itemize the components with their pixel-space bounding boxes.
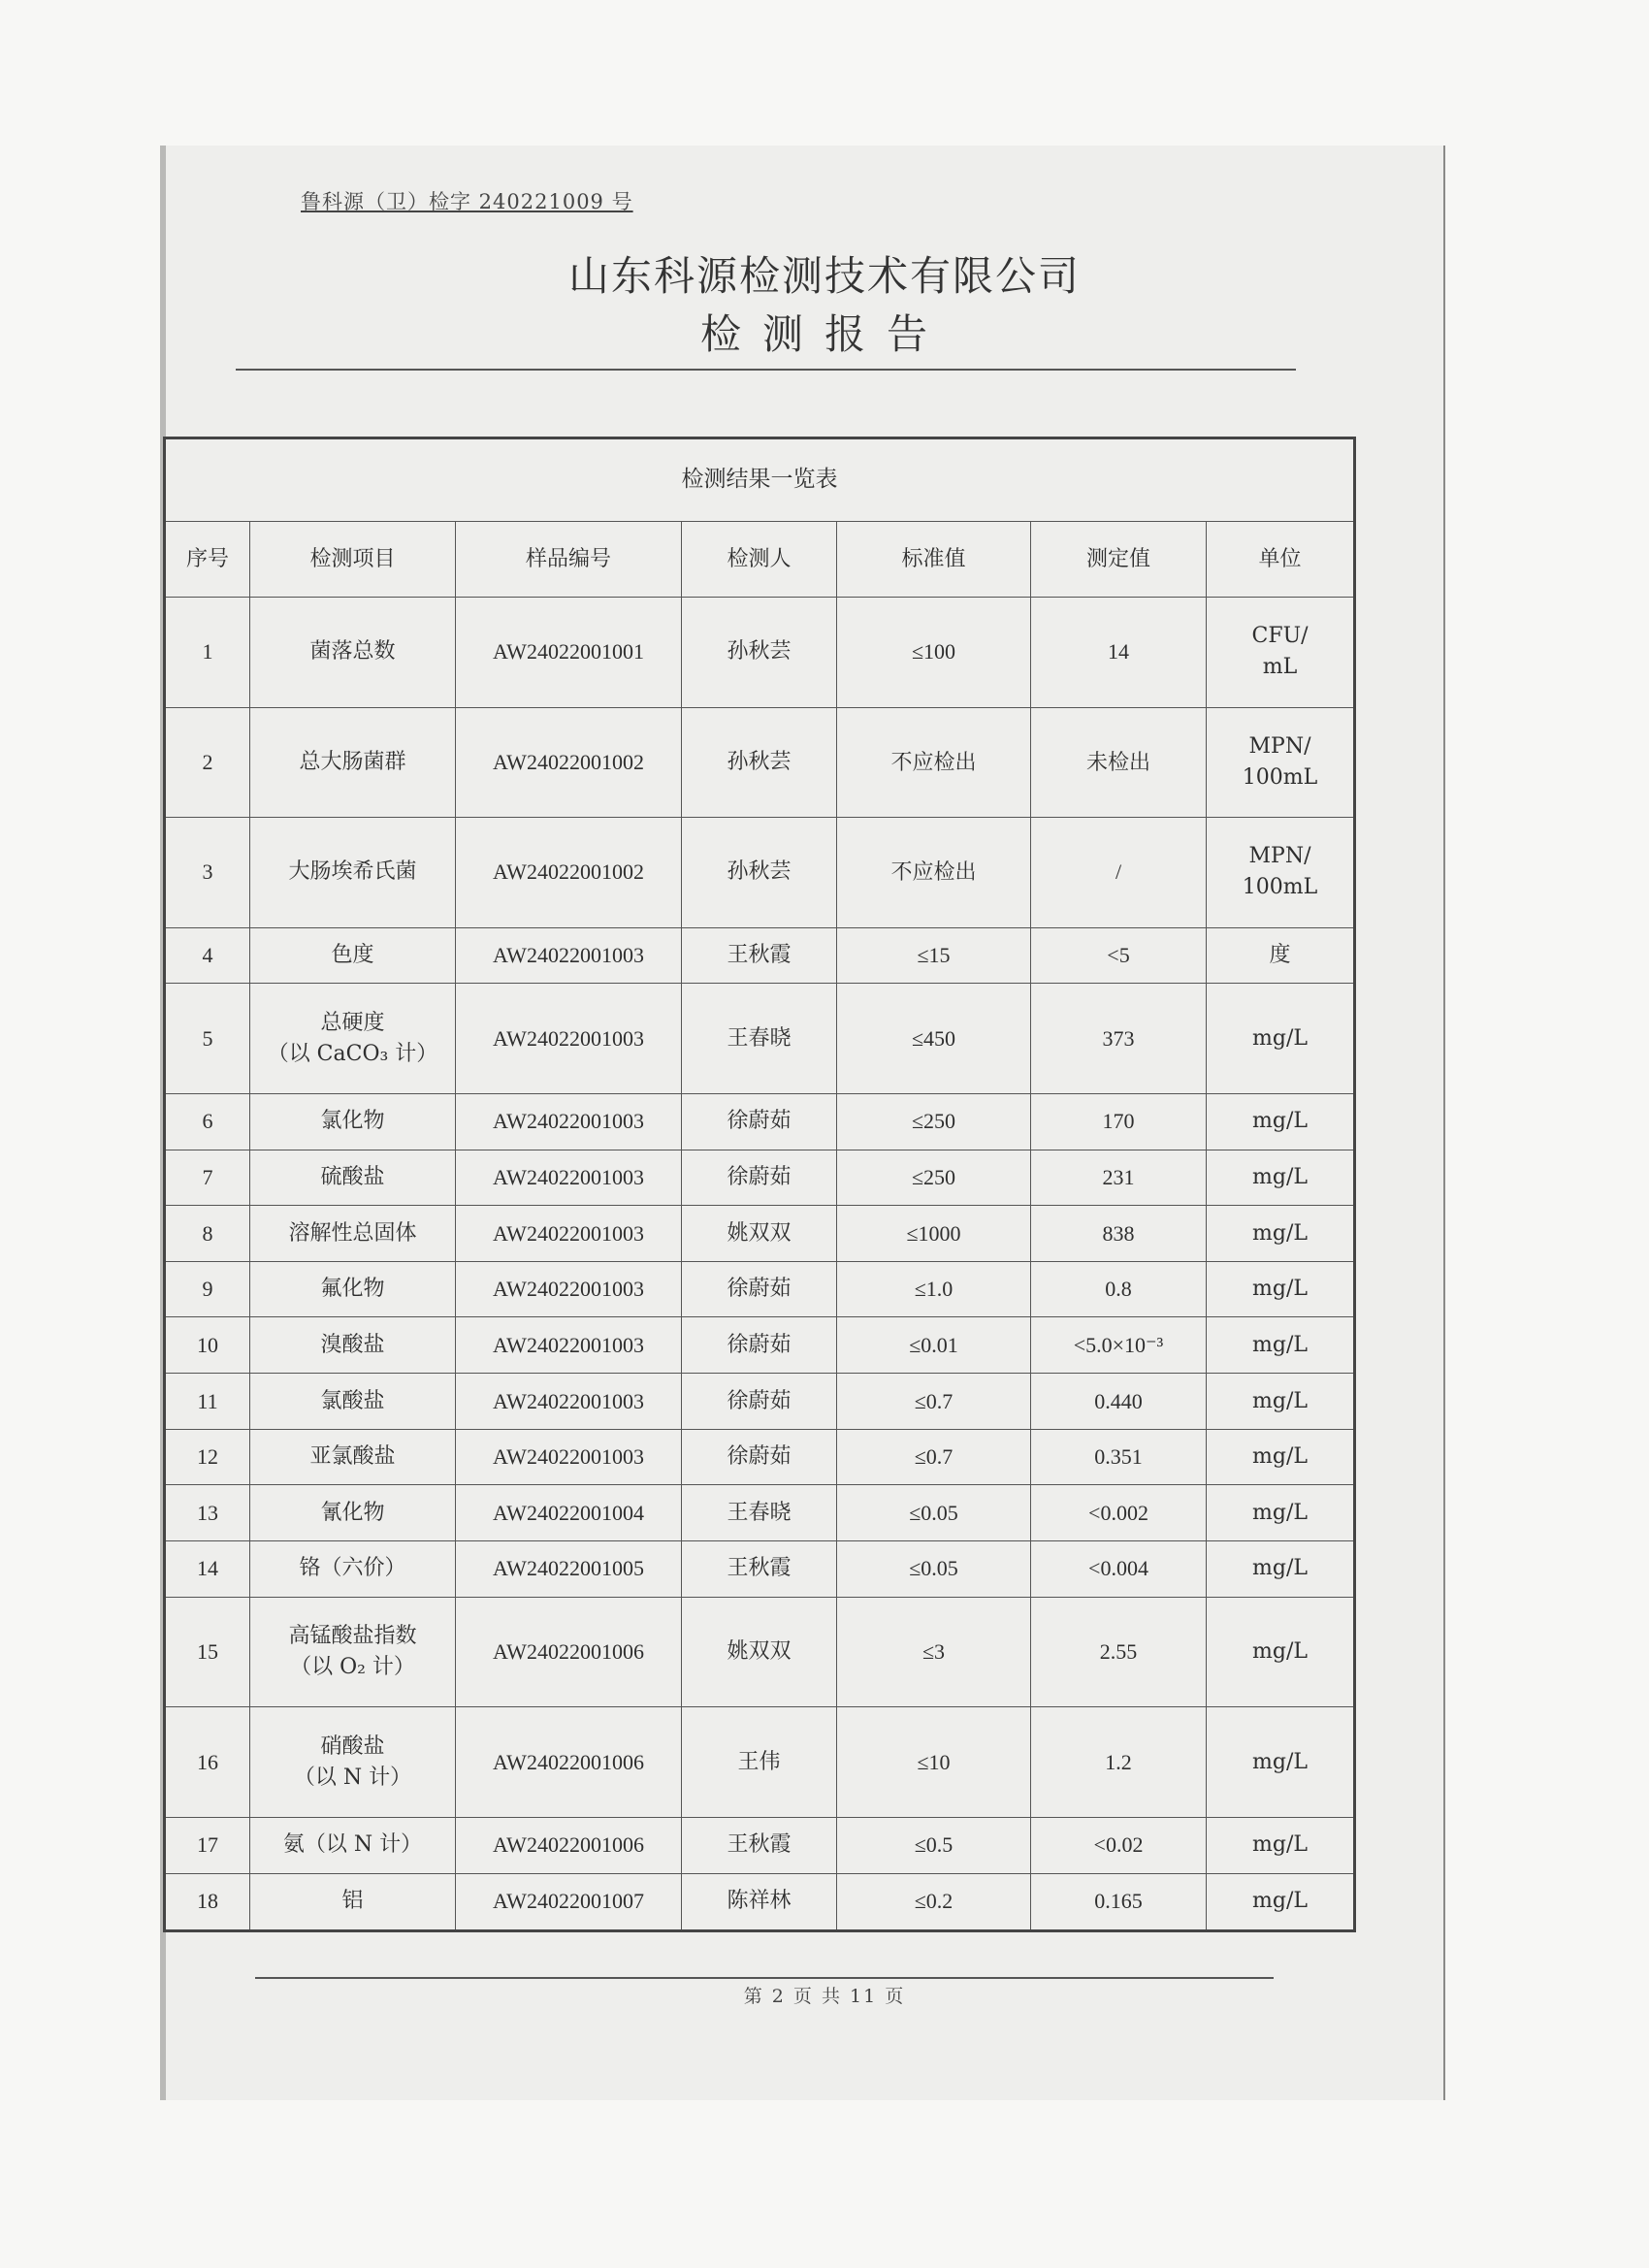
tester-text: 徐蔚茹 (727, 1164, 792, 1189)
test-item-text: 大肠埃希氏菌 (288, 859, 417, 885)
measured-value (1031, 1485, 1207, 1541)
unit-text: mg/L (1252, 1556, 1309, 1581)
sample-id (456, 1541, 682, 1598)
test-item (250, 1873, 456, 1931)
test-item (250, 984, 456, 1094)
standard-value (837, 818, 1031, 928)
measured-value-text: 1.2 (1105, 1749, 1132, 1774)
test-item-text: 铬（六价） (299, 1556, 406, 1581)
tester (682, 818, 837, 928)
tester-text: 徐蔚茹 (727, 1388, 792, 1413)
sample-id-text: AW24022001002 (493, 859, 644, 885)
measured-value (1031, 707, 1207, 818)
standard-value-text: ≤250 (911, 1109, 956, 1134)
test-item (250, 1429, 456, 1485)
row-number (165, 1317, 250, 1374)
row-number (165, 1597, 250, 1707)
unit (1207, 1597, 1355, 1707)
column-header-measured: 测定值 (1031, 522, 1207, 598)
unit (1207, 818, 1355, 928)
row-number (165, 1206, 250, 1262)
unit-text: mg/L (1252, 1832, 1309, 1858)
table-row (165, 1093, 1355, 1150)
standard-value (837, 1261, 1031, 1317)
measured-value (1031, 1597, 1207, 1707)
row-number (165, 1374, 250, 1430)
measured-value-text: 14 (1108, 639, 1129, 664)
measured-value (1031, 1206, 1207, 1262)
unit-text: CFU/ (1251, 624, 1309, 649)
sample-id-text: AW24022001003 (493, 1109, 644, 1134)
sample-id (456, 1485, 682, 1541)
row-number (165, 1150, 250, 1206)
table-row (165, 598, 1355, 708)
standard-value-text: ≤0.5 (914, 1832, 954, 1858)
standard-value (837, 1707, 1031, 1818)
row-number-text: 1 (202, 639, 213, 664)
tester (682, 1429, 837, 1485)
tester (682, 1707, 837, 1818)
row-number (165, 1485, 250, 1541)
sample-id-text: AW24022001003 (493, 1388, 644, 1413)
measured-value-text: <0.02 (1093, 1832, 1144, 1858)
row-number (165, 1093, 250, 1150)
column-header-unit: 单位 (1207, 522, 1355, 598)
measured-value-text: 0.8 (1105, 1277, 1132, 1302)
test-item (250, 1817, 456, 1873)
standard-value-text: ≤0.05 (909, 1556, 958, 1581)
table-row (165, 818, 1355, 928)
tester (682, 1261, 837, 1317)
unit (1207, 1317, 1355, 1374)
test-item (250, 598, 456, 708)
unit-subtext: 100mL (1242, 875, 1318, 900)
test-item-text: 总大肠菌群 (299, 749, 406, 774)
test-item (250, 1374, 456, 1430)
unit (1207, 1093, 1355, 1150)
row-number (165, 1873, 250, 1931)
results-body (165, 598, 1355, 1931)
unit (1207, 1261, 1355, 1317)
measured-value-text: <0.004 (1088, 1556, 1148, 1581)
measured-value (1031, 1374, 1207, 1430)
sample-id (456, 1261, 682, 1317)
measured-value (1031, 1429, 1207, 1485)
sample-id-text: AW24022001003 (493, 1277, 644, 1302)
test-item (250, 1485, 456, 1541)
report-number: 鲁科源（卫）检字 240221009 号 (301, 190, 633, 213)
sample-id (456, 598, 682, 708)
measured-value (1031, 927, 1207, 984)
unit-text: mg/L (1252, 1500, 1309, 1525)
measured-value-text: 2.55 (1099, 1639, 1138, 1665)
standard-value (837, 1541, 1031, 1598)
unit-text: mg/L (1252, 1220, 1309, 1246)
test-item-text: 色度 (331, 943, 374, 968)
test-item (250, 1206, 456, 1262)
test-item-text: 菌落总数 (309, 639, 396, 664)
row-number-text: 10 (197, 1332, 218, 1357)
table-row (165, 1206, 1355, 1262)
header-divider (236, 369, 1296, 371)
tester-text: 孙秋芸 (727, 859, 792, 885)
row-number-text: 4 (202, 943, 213, 968)
table-row (165, 1150, 1355, 1206)
row-number-text: 13 (197, 1500, 218, 1525)
unit-text: 度 (1269, 943, 1291, 968)
measured-value (1031, 1873, 1207, 1931)
sample-id-text: AW24022001004 (493, 1500, 644, 1525)
column-header-standard: 标准值 (837, 522, 1031, 598)
standard-value (837, 1429, 1031, 1485)
tester-text: 王春晓 (727, 1500, 792, 1525)
tester-text: 徐蔚茹 (727, 1444, 792, 1470)
test-item-text: 硝酸盐 (320, 1733, 385, 1759)
tester-text: 徐蔚茹 (727, 1109, 792, 1134)
sample-id (456, 1317, 682, 1374)
unit (1207, 1707, 1355, 1818)
standard-value-text: ≤0.05 (909, 1500, 958, 1525)
row-number-text: 17 (197, 1832, 218, 1858)
unit-text: mg/L (1252, 1889, 1309, 1914)
test-item (250, 1541, 456, 1598)
sample-id-text: AW24022001006 (493, 1749, 644, 1774)
sample-id-text: AW24022001003 (493, 1332, 644, 1357)
test-item (250, 927, 456, 984)
measured-value-text: <5.0×10⁻³ (1073, 1332, 1164, 1357)
measured-value (1031, 1261, 1207, 1317)
sample-id (456, 1093, 682, 1150)
measured-value (1031, 1150, 1207, 1206)
column-header-item: 检测项目 (250, 522, 456, 598)
sample-id (456, 1707, 682, 1818)
test-item-text: 铝 (341, 1889, 364, 1914)
unit (1207, 1374, 1355, 1430)
column-header-tester: 检测人 (682, 522, 837, 598)
row-number (165, 1429, 250, 1485)
standard-value-text: ≤0.7 (914, 1388, 954, 1413)
standard-value (837, 1374, 1031, 1430)
sample-id (456, 1150, 682, 1206)
tester (682, 927, 837, 984)
unit-subtext: 100mL (1242, 764, 1318, 790)
tester (682, 1817, 837, 1873)
sample-id (456, 1597, 682, 1707)
measured-value (1031, 984, 1207, 1094)
standard-value-text: 不应检出 (890, 749, 977, 774)
tester (682, 1150, 837, 1206)
row-number-text: 14 (197, 1556, 218, 1581)
measured-value-text: <0.002 (1088, 1500, 1148, 1525)
sample-id-text: AW24022001003 (493, 1025, 644, 1051)
standard-value-text: ≤450 (911, 1025, 956, 1051)
test-item (250, 1317, 456, 1374)
unit-text: mg/L (1252, 1277, 1309, 1302)
test-item (250, 1150, 456, 1206)
unit (1207, 1150, 1355, 1206)
table-row (165, 1261, 1355, 1317)
row-number-text: 9 (202, 1277, 213, 1302)
tester-text: 王春晓 (727, 1025, 792, 1051)
tester (682, 1541, 837, 1598)
standard-value (837, 598, 1031, 708)
standard-value (837, 1597, 1031, 1707)
unit-text: mg/L (1252, 1444, 1309, 1470)
sample-id-text: AW24022001006 (493, 1639, 644, 1665)
unit (1207, 1873, 1355, 1931)
row-number (165, 984, 250, 1094)
test-item (250, 1093, 456, 1150)
test-item (250, 818, 456, 928)
unit (1207, 1817, 1355, 1873)
unit (1207, 1485, 1355, 1541)
standard-value (837, 1817, 1031, 1873)
tester-text: 徐蔚茹 (727, 1277, 792, 1302)
test-item-subtext: （以 CaCO₃ 计） (267, 1041, 438, 1066)
measured-value (1031, 818, 1207, 928)
sample-id (456, 984, 682, 1094)
results-table (163, 437, 1356, 1932)
sample-id-text: AW24022001006 (493, 1832, 644, 1858)
table-row (165, 1541, 1355, 1598)
tester-text: 孙秋芸 (727, 639, 792, 664)
table-header-row (165, 522, 1355, 598)
document-title: 检测报告 (699, 310, 949, 358)
sample-id-text: AW24022001003 (493, 1220, 644, 1246)
test-item-subtext: （以 N 计） (293, 1765, 412, 1790)
table-row (165, 1707, 1355, 1818)
unit (1207, 707, 1355, 818)
standard-value (837, 984, 1031, 1094)
standard-value (837, 1485, 1031, 1541)
standard-value (837, 1093, 1031, 1150)
standard-value-text: ≤0.7 (914, 1444, 954, 1470)
table-row (165, 1873, 1355, 1931)
tester-text: 王秋霞 (727, 1832, 792, 1858)
test-item (250, 1597, 456, 1707)
unit (1207, 1429, 1355, 1485)
standard-value-text: ≤10 (917, 1749, 951, 1774)
sample-id-text: AW24022001003 (493, 1444, 644, 1470)
sample-id (456, 927, 682, 984)
tester-text: 王伟 (737, 1749, 781, 1774)
measured-value-text: 231 (1102, 1164, 1135, 1189)
sample-id-text: AW24022001001 (493, 639, 644, 664)
measured-value-text: 373 (1102, 1025, 1135, 1051)
tester (682, 1597, 837, 1707)
measured-value-text: / (1115, 859, 1122, 885)
row-number (165, 598, 250, 708)
sample-id (456, 818, 682, 928)
tester-text: 徐蔚茹 (727, 1332, 792, 1357)
row-number-text: 12 (197, 1444, 218, 1470)
standard-value-text: 不应检出 (890, 859, 977, 885)
unit-text: mg/L (1252, 1164, 1309, 1189)
tester (682, 984, 837, 1094)
row-number-text: 6 (202, 1109, 213, 1134)
table-row (165, 1317, 1355, 1374)
unit-subtext: mL (1262, 655, 1298, 680)
table-row (165, 1817, 1355, 1873)
test-item-text: 总硬度 (320, 1010, 385, 1035)
company-name: 山东科源检测技术有限公司 (567, 252, 1081, 300)
tester (682, 707, 837, 818)
measured-value-text: <5 (1107, 943, 1130, 968)
test-item-text: 硫酸盐 (320, 1164, 385, 1189)
sample-id (456, 1817, 682, 1873)
measured-value-text: 0.165 (1094, 1889, 1143, 1914)
table-row (165, 707, 1355, 818)
row-number-text: 15 (197, 1639, 218, 1665)
tester-text: 姚双双 (727, 1220, 792, 1246)
tester-text: 王秋霞 (727, 1556, 792, 1581)
standard-value (837, 1317, 1031, 1374)
row-number (165, 1541, 250, 1598)
standard-value-text: ≤15 (917, 943, 951, 968)
column-header-sample: 样品编号 (456, 522, 682, 598)
measured-value (1031, 1707, 1207, 1818)
test-item-text: 氰化物 (320, 1500, 385, 1525)
unit-text: mg/L (1252, 1332, 1309, 1357)
standard-value-text: ≤250 (911, 1164, 956, 1189)
standard-value (837, 927, 1031, 984)
sample-id (456, 1374, 682, 1430)
table-caption: 检测结果一览表 (165, 438, 1355, 522)
row-number (165, 1707, 250, 1818)
measured-value-text: 未检出 (1085, 749, 1150, 774)
tester-text: 王秋霞 (727, 943, 792, 968)
unit (1207, 1541, 1355, 1598)
test-item-text: 亚氯酸盐 (309, 1444, 396, 1470)
unit (1207, 598, 1355, 708)
row-number-text: 2 (202, 749, 213, 774)
table-row (165, 984, 1355, 1094)
column-header-no: 序号 (165, 522, 250, 598)
sample-id (456, 1873, 682, 1931)
unit-text: mg/L (1252, 1109, 1309, 1134)
tester-text: 孙秋芸 (727, 749, 792, 774)
test-item-text: 氯化物 (320, 1109, 385, 1134)
measured-value-text: 0.351 (1094, 1444, 1143, 1470)
test-item-text: 溶解性总固体 (288, 1220, 417, 1246)
measured-value-text: 0.440 (1094, 1388, 1143, 1413)
tester (682, 1093, 837, 1150)
test-item-text: 溴酸盐 (320, 1332, 385, 1357)
standard-value-text: ≤0.01 (909, 1332, 958, 1357)
page-number: 第 2 页 共 11 页 (743, 1986, 906, 2007)
tester (682, 1485, 837, 1541)
standard-value-text: ≤3 (922, 1639, 946, 1665)
test-item (250, 707, 456, 818)
test-item-text: 氟化物 (320, 1277, 385, 1302)
measured-value-text: 170 (1102, 1109, 1135, 1134)
unit-text: mg/L (1252, 1639, 1309, 1665)
unit-text: mg/L (1252, 1388, 1309, 1413)
sample-id (456, 707, 682, 818)
sample-id (456, 1206, 682, 1262)
table-row (165, 1597, 1355, 1707)
sample-id-text: AW24022001005 (493, 1556, 644, 1581)
row-number-text: 11 (197, 1388, 218, 1413)
sample-id-text: AW24022001003 (493, 1164, 644, 1189)
row-number (165, 818, 250, 928)
tester-text: 姚双双 (727, 1639, 792, 1665)
standard-value (837, 1206, 1031, 1262)
unit-text: mg/L (1252, 1025, 1309, 1051)
row-number-text: 7 (202, 1164, 213, 1189)
unit-text: MPN/ (1248, 844, 1311, 869)
test-item (250, 1261, 456, 1317)
standard-value (837, 1150, 1031, 1206)
standard-value (837, 1873, 1031, 1931)
tester (682, 1873, 837, 1931)
measured-value-text: 838 (1102, 1220, 1135, 1246)
row-number-text: 3 (202, 859, 213, 885)
measured-value (1031, 598, 1207, 708)
tester (682, 1374, 837, 1430)
standard-value-text: ≤0.2 (914, 1889, 954, 1914)
measured-value (1031, 1317, 1207, 1374)
standard-value-text: ≤100 (911, 639, 956, 664)
row-number-text: 5 (202, 1025, 213, 1051)
table-row (165, 1374, 1355, 1430)
footer-divider (255, 1977, 1274, 1979)
row-number-text: 18 (197, 1889, 218, 1914)
row-number (165, 707, 250, 818)
tester (682, 598, 837, 708)
measured-value (1031, 1541, 1207, 1598)
unit-text: MPN/ (1248, 733, 1311, 759)
measured-value (1031, 1093, 1207, 1150)
row-number-text: 16 (197, 1749, 218, 1774)
test-item-text: 氨（以 N 计） (282, 1832, 423, 1858)
sample-id-text: AW24022001002 (493, 749, 644, 774)
table-row (165, 927, 1355, 984)
unit (1207, 1206, 1355, 1262)
measured-value (1031, 1817, 1207, 1873)
test-item (250, 1707, 456, 1818)
row-number (165, 1261, 250, 1317)
sample-id (456, 1429, 682, 1485)
test-item-subtext: （以 O₂ 计） (290, 1655, 415, 1680)
tester-text: 陈祥林 (727, 1889, 792, 1914)
row-number (165, 1817, 250, 1873)
sample-id-text: AW24022001003 (493, 943, 644, 968)
standard-value-text: ≤1000 (906, 1220, 961, 1246)
table-row (165, 1485, 1355, 1541)
table-row (165, 1429, 1355, 1485)
standard-value-text: ≤1.0 (914, 1277, 954, 1302)
tester (682, 1317, 837, 1374)
unit (1207, 927, 1355, 984)
standard-value (837, 707, 1031, 818)
unit (1207, 984, 1355, 1094)
sample-id-text: AW24022001007 (493, 1889, 644, 1914)
unit-text: mg/L (1252, 1749, 1309, 1774)
row-number-text: 8 (202, 1220, 213, 1246)
test-item-text: 高锰酸盐指数 (288, 1624, 417, 1649)
tester (682, 1206, 837, 1262)
row-number (165, 927, 250, 984)
test-item-text: 氯酸盐 (320, 1388, 385, 1413)
